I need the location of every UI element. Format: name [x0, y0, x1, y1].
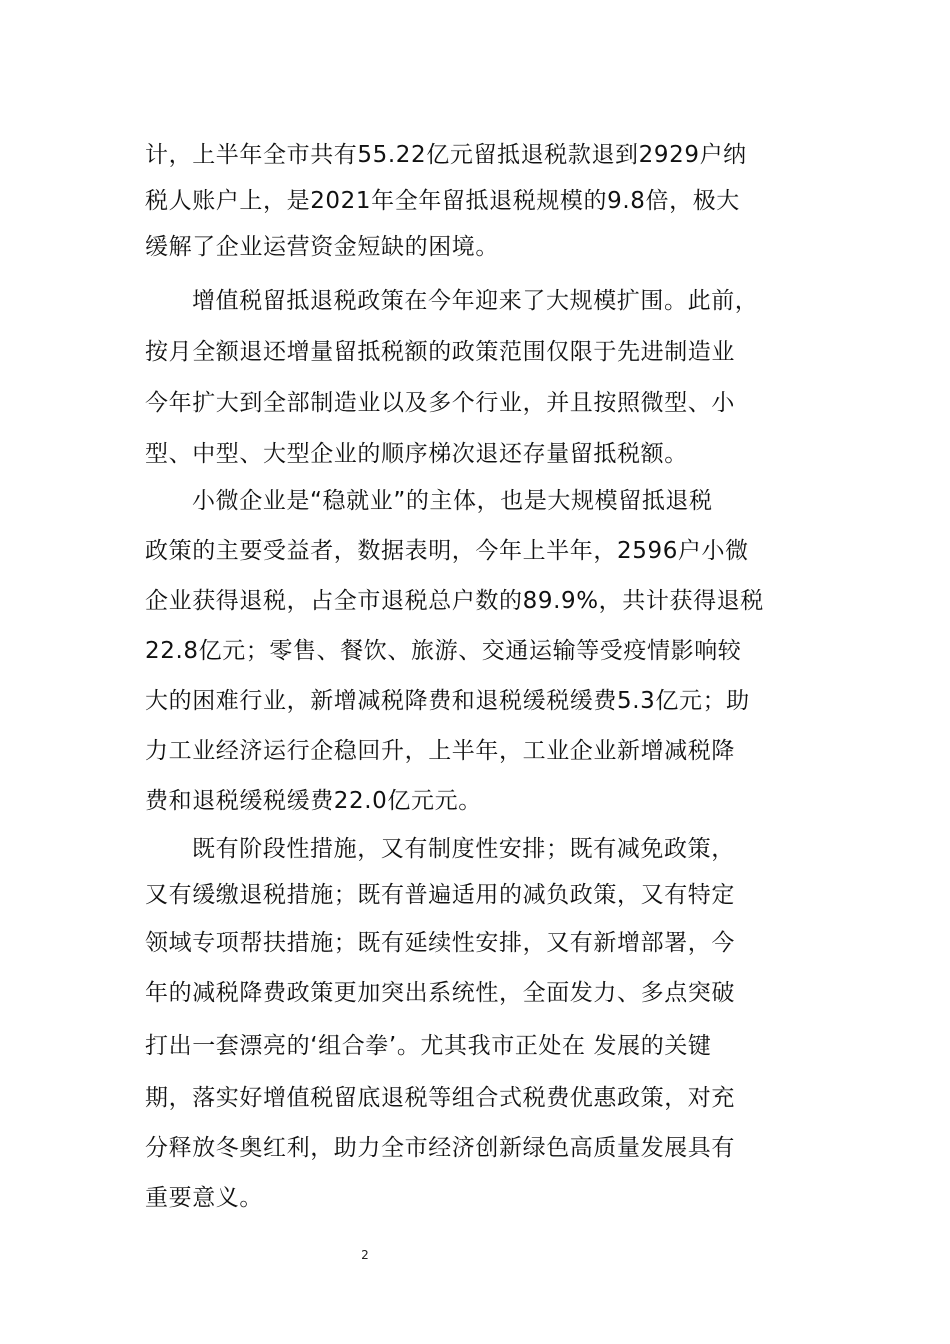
text-line-8: 小微企业是“稳就业”的主体，也是大规模留抵退税: [192, 488, 713, 514]
text-line-9: 政策的主要受益者，数据表明，今年上半年，2596户小微: [145, 538, 749, 564]
text-line-13: 力工业经济运行企稳回升，上半年，工业企业新增减税降: [145, 738, 735, 764]
text-line-22: 重要意义。: [145, 1185, 263, 1211]
text-line-21: 分释放冬奥红利，助力全市经济创新绿色高质量发展具有: [145, 1135, 735, 1161]
text-line-12: 大的困难行业，新增减税降费和退税缓税缓费5.3亿元；助: [145, 688, 750, 714]
text-line-6: 今年扩大到全部制造业以及多个行业，并且按照微型、小: [145, 390, 735, 416]
text-line-3: 缓解了企业运营资金短缺的困境。: [145, 234, 499, 260]
text-line-5: 按月全额退还增量留抵税额的政策范围仅限于先进制造业: [145, 339, 735, 365]
text-line-16: 又有缓缴退税措施；既有普遍适用的减负政策，又有特定: [145, 882, 735, 908]
text-line-1: 计，上半年全市共有55.22亿元留抵退税款退到2929户纳: [145, 142, 747, 168]
text-line-10: 企业获得退税，占全市退税总户数的89.9%，共计获得退税: [145, 588, 764, 614]
text-line-14: 费和退税缓税缓费22.0亿元元。: [145, 788, 482, 814]
text-line-11: 22.8亿元；零售、餐饮、旅游、交通运输等受疫情影响较: [145, 638, 742, 664]
text-line-7: 型、中型、大型企业的顺序梯次退还存量留抵税额。: [145, 441, 688, 467]
text-line-18: 年的减税降费政策更加突出系统性，全面发力、多点突破: [145, 980, 735, 1006]
page-number: 2: [361, 1248, 369, 1262]
text-line-19: 打出一套漂亮的‘组合拳’。尤其我市正处在 发展的关键: [145, 1033, 712, 1059]
text-line-20: 期，落实好增值税留底退税等组合式税费优惠政策，对充: [145, 1085, 735, 1111]
text-line-4: 增值税留抵退税政策在今年迎来了大规模扩围。此前，: [192, 288, 759, 314]
text-line-15: 既有阶段性措施，又有制度性安排；既有减免政策，: [192, 836, 735, 862]
text-line-2: 税人账户上，是2021年全年留抵退税规模的9.8倍，极大: [145, 188, 740, 214]
text-line-17: 领域专项帮扶措施；既有延续性安排，又有新增部署，今: [145, 930, 735, 956]
